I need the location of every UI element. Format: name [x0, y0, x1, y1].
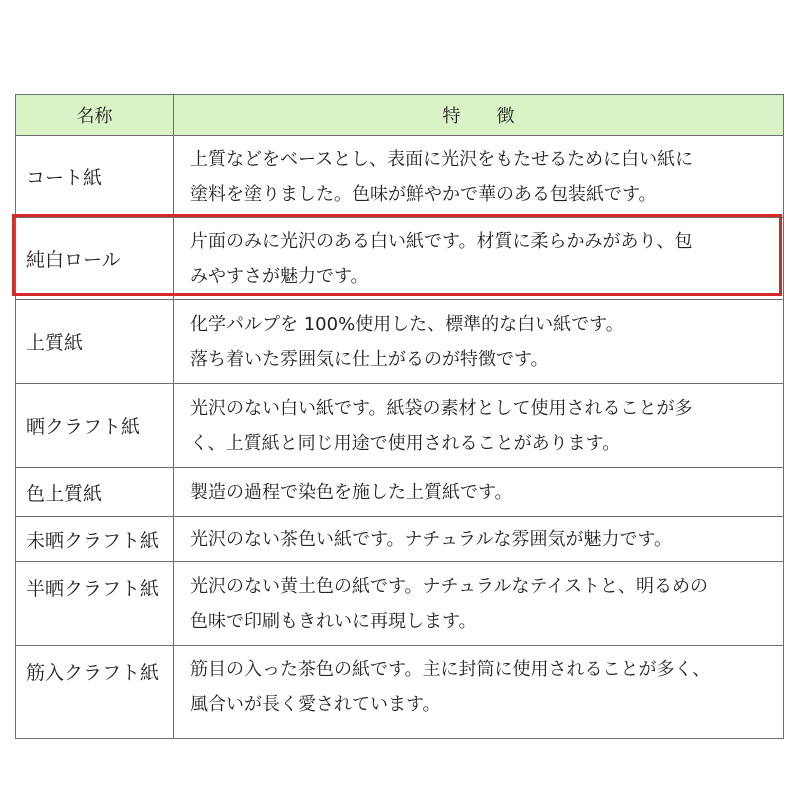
description-line: 製造の過程で染色を施した上質紙です。 [190, 481, 513, 503]
row-description [174, 384, 784, 468]
table-row [16, 562, 784, 646]
header-features: 特 徴 [174, 95, 784, 136]
description-line: 落ち着いた雰囲気に仕上がるのが特徴です。 [190, 348, 549, 370]
table-row [16, 136, 784, 218]
row-name: 晒クラフト紙 [16, 384, 174, 468]
row-name: 純白ロール [16, 218, 174, 300]
row-name: 未晒クラフト紙 [16, 517, 174, 562]
row-name: 上質紙 [16, 300, 174, 384]
description-line: 光沢のない白い紙です。紙袋の素材として使用されることが多 [190, 397, 693, 419]
table-row [16, 646, 784, 739]
description-line: 筋目の入った茶色の紙です。主に封筒に使用されることが多く、 [190, 659, 711, 680]
row-name: 半晒クラフト紙 [16, 562, 174, 646]
description-line: 色味で印刷もきれいに再現します。 [190, 610, 477, 632]
row-description [174, 646, 784, 739]
row-name: 筋入クラフト紙 [16, 646, 174, 739]
row-description [174, 468, 784, 517]
row-description [174, 300, 784, 384]
table-row [16, 218, 784, 300]
description-line: 光沢のない茶色い紙です。ナチュラルな雰囲気が魅力です。 [190, 528, 673, 550]
row-description [174, 136, 784, 218]
description-line: く、上質紙と同じ用途で使用されることがあります。 [190, 432, 621, 454]
description-line: みやすさが魅力です。 [190, 265, 369, 287]
header-row [16, 95, 784, 136]
description-line: 上質などをベースとし、表面に光沢をもたせるために白い紙に [190, 148, 694, 170]
row-name: コート紙 [16, 136, 174, 218]
description-line: 片面のみに光沢のある白い紙です。材質に柔らかみがあり、包 [190, 230, 693, 252]
paper-types-table [15, 94, 784, 739]
row-description [174, 218, 784, 300]
table-row [16, 517, 784, 562]
description-line: 塗料を塗りました。色味が鮮やかで華のある包装紙です。 [190, 183, 657, 205]
table-row [16, 468, 784, 517]
table-row [16, 300, 784, 384]
row-description [174, 517, 784, 562]
table-row [16, 384, 784, 468]
row-name: 色上質紙 [16, 468, 174, 517]
header-name: 名称 [16, 95, 174, 136]
row-description [174, 562, 784, 646]
description-line: 風合いが長く愛されています。 [190, 694, 441, 715]
description-line: 光沢のない黄土色の紙です。ナチュラルなテイストと、明るめの [190, 575, 709, 597]
description-line: 化学パルプを 100%使用した、標準的な白い紙です。 [190, 313, 624, 335]
